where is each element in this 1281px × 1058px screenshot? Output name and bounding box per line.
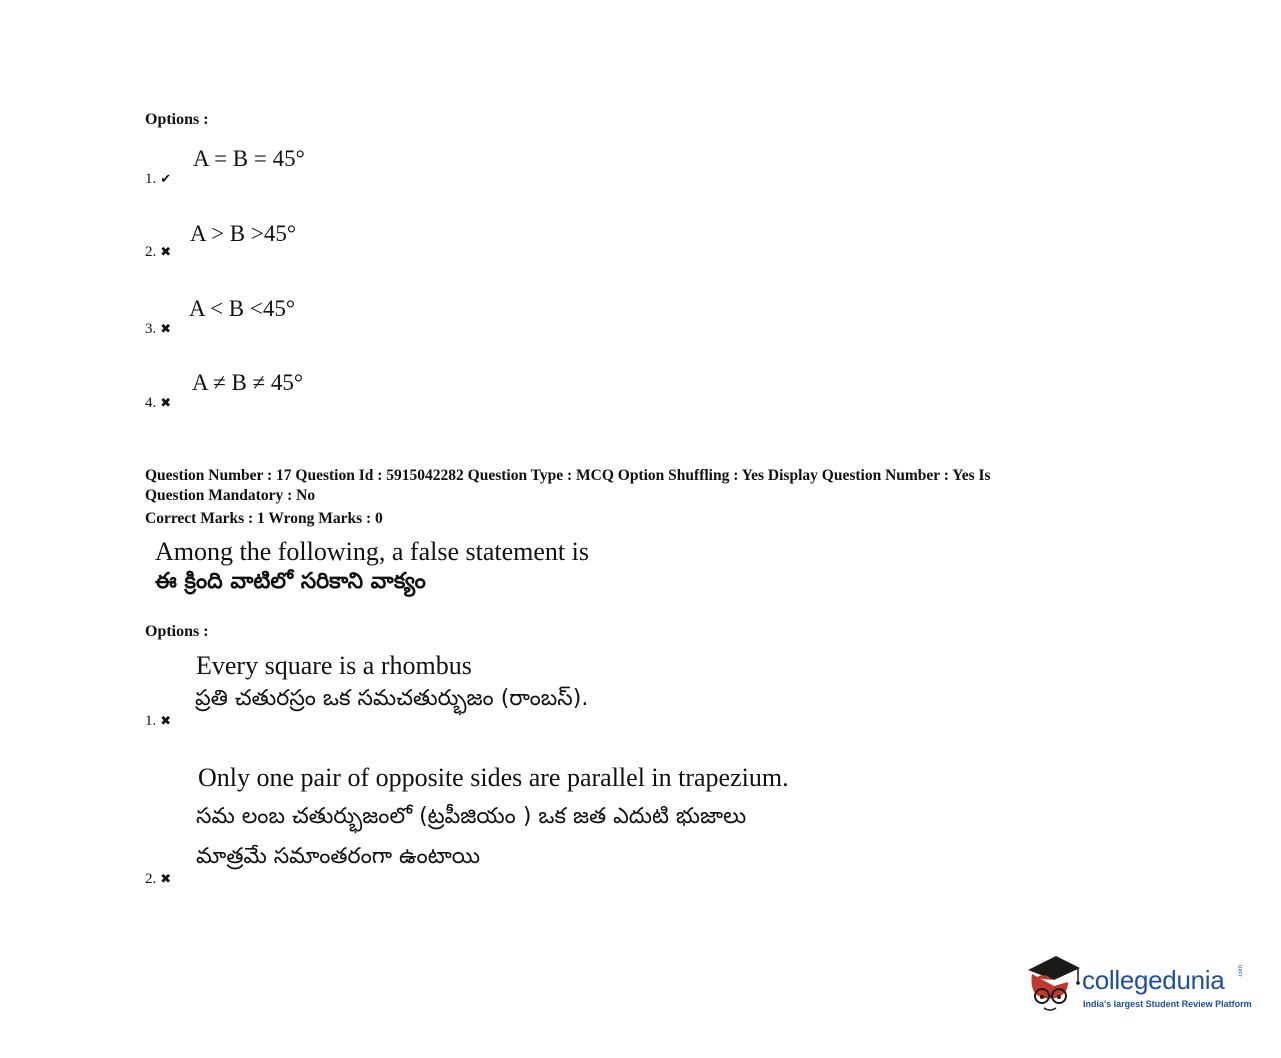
- option-2-number: [145, 871, 171, 888]
- option-1-telugu: ప్రతి చతురస్రం ఒక సమచతుర్భుజం (రాంబస్).: [195, 686, 589, 711]
- cross-icon: ✖: [160, 322, 172, 337]
- prev-option-1-text: A = B = 45°: [193, 146, 305, 171]
- option-2-english: Only one pair of opposite sides are parallel in trapezium.: [198, 763, 789, 792]
- logo-tagline: India's largest Student Review Platform: [1083, 999, 1252, 1009]
- logo-name: collegedunia: [1082, 965, 1225, 995]
- question-meta-line-1: Question Number : 17 Question Id : 5915042282 Question Type : MCQ Option Shuffling : Yes Display Question Number : Yes Is: [145, 467, 991, 484]
- prev-option-4-number: [145, 395, 171, 412]
- prev-option-3-text: A < B <45°: [189, 296, 296, 321]
- question-text-telugu: ఈ క్రింది వాటిలో సరికాని వాక్యం: [155, 569, 426, 594]
- option-2-telugu-line-1: సమ లంబ చతుర్భుజంలో (ట్రపీజియం ) ఒక జత ఎదుటి భుజాలు: [196, 804, 747, 829]
- prev-option-2-text: A > B >45°: [190, 221, 297, 246]
- option-1-number: [145, 713, 171, 730]
- option-number: 4.: [145, 395, 157, 411]
- option-number: 1.: [145, 171, 157, 187]
- check-icon: ✔: [160, 172, 172, 187]
- question-text-english: Among the following, a false statement is: [155, 537, 589, 566]
- option-1-english: Every square is a rhombus: [196, 651, 472, 680]
- prev-option-3-number: [145, 321, 171, 338]
- logo-suffix: .com: [1238, 964, 1244, 978]
- cross-icon: ✖: [160, 872, 172, 887]
- option-number: 2.: [145, 871, 157, 887]
- options-label-prev: Options :: [145, 111, 209, 128]
- cross-icon: ✖: [160, 245, 172, 260]
- option-2-telugu-line-2: మాత్రమే సమాంతరంగా ఉంటాయి: [196, 844, 481, 869]
- prev-option-2-number: [145, 244, 171, 261]
- collegedunia-mascot-icon: [1022, 952, 1082, 1020]
- options-label: Options :: [145, 623, 209, 640]
- option-number: 1.: [145, 713, 157, 729]
- cross-icon: ✖: [160, 396, 172, 411]
- marks-line: Correct Marks : 1 Wrong Marks : 0: [145, 510, 383, 527]
- cross-icon: ✖: [160, 714, 172, 729]
- prev-option-1-number: [145, 171, 171, 188]
- option-number: 3.: [145, 321, 157, 337]
- question-meta-line-2: Question Mandatory : No: [145, 487, 316, 504]
- option-number: 2.: [145, 244, 157, 260]
- prev-option-4-text: A ≠ B ≠ 45°: [192, 370, 304, 395]
